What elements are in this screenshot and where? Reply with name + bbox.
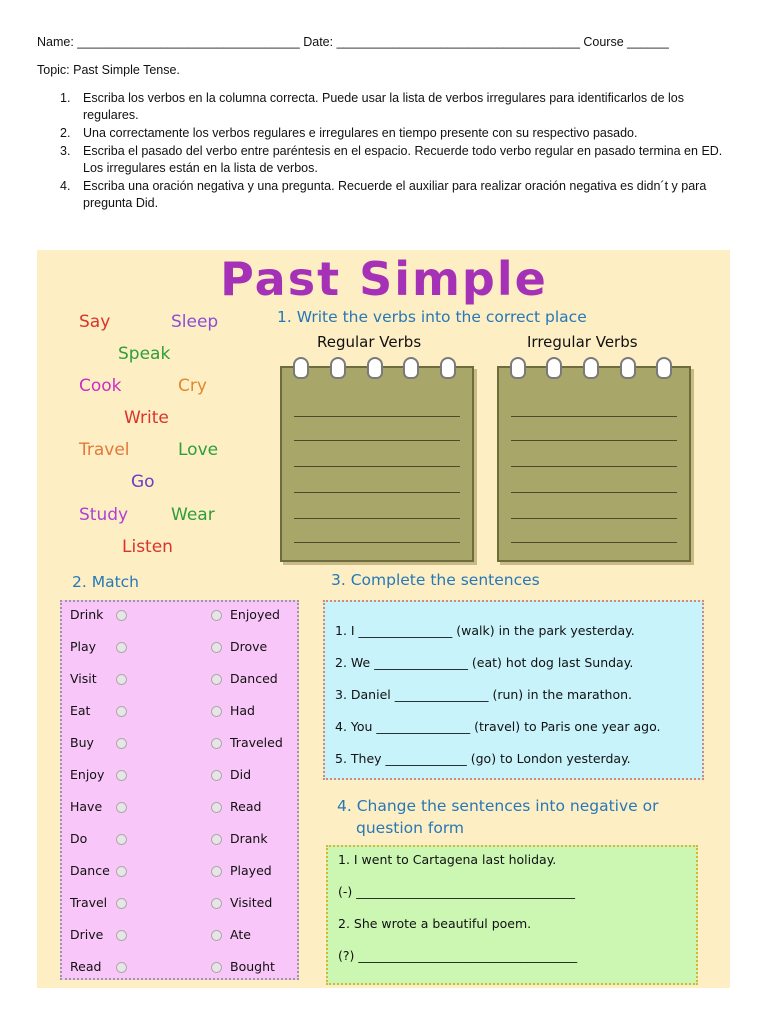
write-line — [294, 416, 460, 417]
match-dot-icon[interactable] — [116, 834, 127, 845]
instruction-number: 2. — [60, 126, 71, 140]
instructions-list — [37, 90, 737, 213]
spiral-ring-icon — [367, 357, 383, 379]
match-dot-icon[interactable] — [116, 770, 127, 781]
verb-word: Wear — [171, 505, 215, 525]
write-line — [511, 542, 677, 543]
match-dot-icon[interactable] — [211, 930, 222, 941]
verb-word: Speak — [118, 344, 171, 364]
match-present-verb: Do — [70, 831, 88, 846]
instruction-number: 3. — [60, 144, 71, 158]
match-dot-icon[interactable] — [116, 962, 127, 973]
instruction-text: Una correctamente los verbos regulares e irregulares en tiempo presente con su respectivo pasado. — [83, 126, 638, 140]
match-present-verb: Play — [70, 639, 97, 654]
verb-word: Write — [124, 408, 169, 428]
sentence-3[interactable]: 3. Daniel _______________ (run) in the marathon. — [335, 687, 633, 702]
match-dot-icon[interactable] — [116, 802, 127, 813]
match-dot-icon[interactable] — [116, 706, 127, 717]
section-1-title: 1. Write the verbs into the correct place — [277, 308, 587, 326]
match-box — [60, 600, 299, 980]
match-dot-icon[interactable] — [116, 866, 127, 877]
match-dot-icon[interactable] — [116, 738, 127, 749]
verb-word: Travel — [79, 440, 130, 460]
match-dot-icon[interactable] — [211, 770, 222, 781]
instruction-number: 1. — [60, 91, 71, 105]
regular-verbs-heading: Regular Verbs — [317, 333, 422, 351]
sentence-5[interactable]: 5. They _____________ (go) to London yesterday. — [335, 751, 631, 766]
section-3-title: 3. Complete the sentences — [331, 571, 540, 589]
match-past-verb: Read — [230, 799, 262, 814]
spiral-ring-icon — [620, 357, 636, 379]
match-past-verb: Drove — [230, 639, 268, 654]
match-past-verb: Ate — [230, 927, 251, 942]
write-line — [511, 518, 677, 519]
match-past-verb: Danced — [230, 671, 278, 686]
match-dot-icon[interactable] — [211, 962, 222, 973]
write-line — [294, 492, 460, 493]
match-dot-icon[interactable] — [116, 674, 127, 685]
spiral-ring-icon — [546, 357, 562, 379]
spiral-ring-icon — [293, 357, 309, 379]
verb-word: Listen — [122, 537, 173, 557]
verb-word: Sleep — [171, 312, 219, 332]
match-dot-icon[interactable] — [211, 898, 222, 909]
match-present-verb: Read — [70, 959, 102, 974]
match-past-verb: Enjoyed — [230, 607, 280, 622]
match-present-verb: Drink — [70, 607, 104, 622]
spiral-ring-icon — [510, 357, 526, 379]
match-past-verb: Drank — [230, 831, 268, 846]
match-past-verb: Traveled — [230, 735, 283, 750]
question-answer-line[interactable]: (?) ___________________________________ — [338, 948, 578, 963]
match-dot-icon[interactable] — [116, 642, 127, 653]
verb-word: Study — [79, 505, 129, 525]
section-4-title-line-2: question form — [356, 819, 465, 837]
write-line — [294, 466, 460, 467]
sentence-1[interactable]: 1. I _______________ (walk) in the park yesterday. — [335, 623, 635, 638]
topic: Topic: Past Simple Tense. — [37, 63, 180, 77]
sentence-2[interactable]: 2. We _______________ (eat) hot dog last Sunday. — [335, 655, 634, 670]
match-past-verb: Had — [230, 703, 255, 718]
irregular-verbs-heading: Irregular Verbs — [527, 333, 638, 351]
regular-verbs-notepad[interactable] — [280, 366, 474, 562]
write-line — [511, 440, 677, 441]
write-line — [294, 518, 460, 519]
verb-word: Say — [79, 312, 111, 332]
verb-word: Love — [178, 440, 219, 460]
match-past-verb: Visited — [230, 895, 273, 910]
match-present-verb: Drive — [70, 927, 104, 942]
match-present-verb: Buy — [70, 735, 94, 750]
match-dot-icon[interactable] — [211, 738, 222, 749]
write-line — [511, 492, 677, 493]
spiral-ring-icon — [440, 357, 456, 379]
instruction-number: 4. — [60, 179, 71, 193]
match-dot-icon[interactable] — [211, 834, 222, 845]
match-dot-icon[interactable] — [116, 898, 127, 909]
verb-word: Cook — [79, 376, 122, 396]
match-present-verb: Visit — [70, 671, 97, 686]
verb-word: Go — [131, 472, 155, 492]
irregular-verbs-notepad[interactable] — [497, 366, 691, 562]
instruction-4 — [37, 178, 737, 212]
spiral-ring-icon — [330, 357, 346, 379]
write-line — [511, 416, 677, 417]
write-line — [294, 542, 460, 543]
header-fields: Name: ________________________________ Date: ___________________________________ Course ______ — [37, 35, 669, 49]
instruction-text: Escriba el pasado del verbo entre paréntesis en el espacio. Recuerde todo verbo regular en pasado termina en ED. Los irregulares están en la lista de verbos. — [83, 144, 723, 175]
match-past-verb: Played — [230, 863, 272, 878]
negative-answer-line[interactable]: (-) ___________________________________ — [338, 884, 575, 899]
base-sentence-2: 2. She wrote a beautiful poem. — [338, 916, 532, 931]
match-dot-icon[interactable] — [211, 706, 222, 717]
match-present-verb: Travel — [70, 895, 108, 910]
match-present-verb: Dance — [70, 863, 110, 878]
match-dot-icon[interactable] — [211, 674, 222, 685]
worksheet-title: Past Simple — [220, 252, 548, 306]
spiral-ring-icon — [583, 357, 599, 379]
section-2-title: 2. Match — [72, 573, 140, 591]
match-present-verb: Eat — [70, 703, 91, 718]
spiral-ring-icon — [656, 357, 672, 379]
write-line — [294, 440, 460, 441]
match-dot-icon[interactable] — [211, 802, 222, 813]
write-line — [511, 466, 677, 467]
instruction-2 — [37, 125, 737, 142]
instruction-1 — [37, 90, 737, 124]
verb-word: Cry — [178, 376, 207, 396]
base-sentence-1: 1. I went to Cartagena last holiday. — [338, 852, 557, 867]
match-dot-icon[interactable] — [211, 866, 222, 877]
instruction-text: Escriba los verbos en la columna correcta. Puede usar la lista de verbos irregulares para identificarlos de los regulares. — [83, 91, 684, 122]
match-present-verb: Enjoy — [70, 767, 105, 782]
match-dot-icon[interactable] — [211, 610, 222, 621]
match-past-verb: Did — [230, 767, 252, 782]
match-dot-icon[interactable] — [211, 642, 222, 653]
match-present-verb: Have — [70, 799, 103, 814]
instruction-3 — [37, 143, 737, 177]
spiral-ring-icon — [403, 357, 419, 379]
match-past-verb: Bought — [230, 959, 275, 974]
instruction-text: Escriba una oración negativa y una pregunta. Recuerde el auxiliar para realizar oración negativa es didn´t y para pregunta Did. — [83, 179, 707, 210]
sentence-4[interactable]: 4. You _______________ (travel) to Paris one year ago. — [335, 719, 661, 734]
match-dot-icon[interactable] — [116, 610, 127, 621]
match-dot-icon[interactable] — [116, 930, 127, 941]
section-4-title-line-1: 4. Change the sentences into negative or — [337, 797, 659, 815]
